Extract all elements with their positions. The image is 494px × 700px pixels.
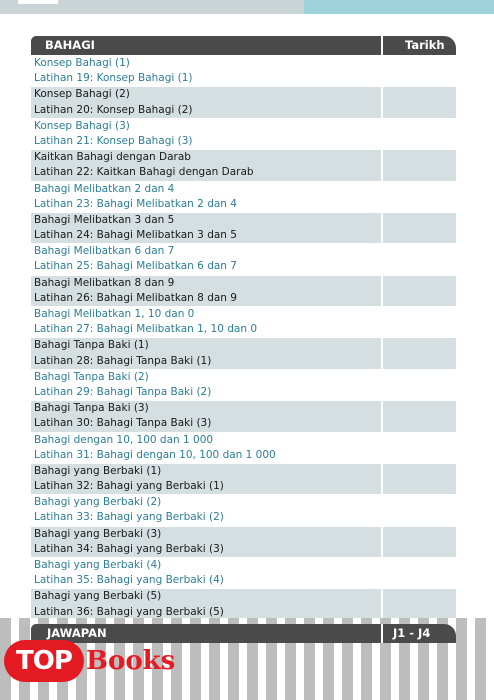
table-row — [31, 103, 456, 119]
table-row — [31, 354, 456, 370]
topic-cell: Latihan 20: Konsep Bahagi (2) — [31, 103, 381, 118]
topic-cell: Kaitkan Bahagi dengan Darab — [31, 150, 381, 165]
date-cell — [383, 291, 456, 306]
date-cell — [383, 197, 456, 212]
topic-cell: Latihan 21: Konsep Bahagi (3) — [31, 134, 381, 149]
date-cell — [383, 134, 456, 149]
date-cell — [383, 558, 456, 573]
table-row — [31, 558, 456, 573]
table-row — [31, 527, 456, 542]
topic-cell: Bahagi Melibatkan 1, 10 dan 0 — [31, 307, 381, 322]
date-cell — [383, 213, 456, 228]
topic-cell: Latihan 34: Bahagi yang Berbaki (3) — [31, 542, 381, 557]
date-cell — [383, 165, 456, 180]
date-cell — [383, 385, 456, 400]
date-cell — [383, 228, 456, 243]
topic-cell: Latihan 29: Bahagi Tanpa Baki (2) — [31, 385, 381, 400]
date-cell — [383, 87, 456, 102]
table-header — [31, 36, 456, 55]
date-cell — [383, 307, 456, 322]
topic-cell: Bahagi Melibatkan 3 dan 5 — [31, 213, 381, 228]
table-row — [31, 197, 456, 213]
date-cell — [383, 401, 456, 416]
topic-cell: Latihan 26: Bahagi Melibatkan 8 dan 9 — [31, 291, 381, 306]
topic-cell: Latihan 25: Bahagi Melibatkan 6 dan 7 — [31, 259, 381, 274]
date-cell — [383, 433, 456, 448]
date-cell — [383, 119, 456, 134]
table-row — [31, 150, 456, 165]
topic-cell: Bahagi yang Berbaki (4) — [31, 558, 381, 573]
date-column-header: Tarikh — [405, 38, 445, 52]
table-row — [31, 244, 456, 259]
table-row — [31, 259, 456, 275]
topic-cell: Latihan 28: Bahagi Tanpa Baki (1) — [31, 354, 381, 369]
table-row — [31, 448, 456, 464]
topic-cell: Bahagi yang Berbaki (3) — [31, 527, 381, 542]
table-row — [31, 495, 456, 510]
table-row — [31, 370, 456, 385]
date-cell — [383, 354, 456, 369]
answers-label: JAWAPAN — [47, 626, 107, 640]
topic-cell: Konsep Bahagi (2) — [31, 87, 381, 102]
topic-cell: Latihan 30: Bahagi Tanpa Baki (3) — [31, 416, 381, 431]
table-row — [31, 165, 456, 181]
table-row — [31, 276, 456, 291]
table-row — [31, 433, 456, 448]
topic-cell: Bahagi Tanpa Baki (3) — [31, 401, 381, 416]
date-cell — [383, 495, 456, 510]
date-cell — [383, 103, 456, 118]
table-row — [31, 542, 456, 558]
topic-cell: Bahagi yang Berbaki (1) — [31, 464, 381, 479]
table-row — [31, 401, 456, 416]
logo-top-badge: TOP — [4, 640, 84, 682]
section-title: BAHAGI — [45, 38, 95, 52]
topic-cell: Bahagi yang Berbaki (5) — [31, 589, 381, 604]
topic-cell: Bahagi yang Berbaki (2) — [31, 495, 381, 510]
table-row — [31, 322, 456, 338]
date-cell — [383, 448, 456, 463]
date-cell — [383, 464, 456, 479]
answers-bar — [31, 624, 456, 643]
table-row — [31, 416, 456, 432]
topic-cell: Bahagi Tanpa Baki (2) — [31, 370, 381, 385]
date-cell — [383, 589, 456, 604]
date-cell — [383, 510, 456, 525]
date-cell — [383, 416, 456, 431]
date-cell — [383, 542, 456, 557]
topic-cell: Latihan 19: Konsep Bahagi (1) — [31, 71, 381, 86]
topic-cell: Latihan 23: Bahagi Melibatkan 2 dan 4 — [31, 197, 381, 212]
table-row — [31, 291, 456, 307]
topic-cell: Bahagi Melibatkan 2 dan 4 — [31, 182, 381, 197]
table-row — [31, 385, 456, 401]
table-row — [31, 573, 456, 589]
topic-cell: Latihan 27: Bahagi Melibatkan 1, 10 dan 0 — [31, 322, 381, 337]
top-teal-strip — [304, 0, 494, 14]
logo-books-text: Books — [86, 646, 176, 676]
topic-cell: Latihan 24: Bahagi Melibatkan 3 dan 5 — [31, 228, 381, 243]
topic-cell: Bahagi Melibatkan 6 dan 7 — [31, 244, 381, 259]
table-row — [31, 213, 456, 228]
table-row — [31, 119, 456, 134]
table-row — [31, 464, 456, 479]
table-row — [31, 307, 456, 322]
topic-cell: Latihan 32: Bahagi yang Berbaki (1) — [31, 479, 381, 494]
date-cell — [383, 244, 456, 259]
date-cell — [383, 276, 456, 291]
topic-cell: Bahagi dengan 10, 100 dan 1 000 — [31, 433, 381, 448]
table-row — [31, 589, 456, 604]
top-decoration-band — [0, 0, 494, 14]
table-row — [31, 338, 456, 353]
topic-cell: Bahagi Tanpa Baki (1) — [31, 338, 381, 353]
date-cell — [383, 338, 456, 353]
table-row — [31, 182, 456, 197]
answers-pages: J1 - J4 — [393, 626, 431, 640]
table-row — [31, 134, 456, 150]
date-cell — [383, 150, 456, 165]
date-cell — [383, 370, 456, 385]
date-cell — [383, 527, 456, 542]
topic-cell: Latihan 36: Bahagi yang Berbaki (5) — [31, 605, 381, 620]
topic-cell: Latihan 22: Kaitkan Bahagi dengan Darab — [31, 165, 381, 180]
date-cell — [383, 479, 456, 494]
table-row — [31, 228, 456, 244]
topic-cell: Latihan 35: Bahagi yang Berbaki (4) — [31, 573, 381, 588]
topic-cell: Bahagi Melibatkan 8 dan 9 — [31, 276, 381, 291]
table-row — [31, 479, 456, 495]
table-row — [31, 71, 456, 87]
top-white-strip — [18, 0, 58, 4]
topic-cell: Latihan 33: Bahagi yang Berbaki (2) — [31, 510, 381, 525]
date-cell — [383, 259, 456, 274]
topic-cell: Konsep Bahagi (3) — [31, 119, 381, 134]
table-row — [31, 510, 456, 526]
table-row — [31, 87, 456, 102]
topic-cell: Konsep Bahagi (1) — [31, 56, 381, 71]
date-cell — [383, 56, 456, 71]
date-cell — [383, 573, 456, 588]
date-cell — [383, 71, 456, 86]
contents-table — [31, 56, 456, 621]
topic-cell: Latihan 31: Bahagi dengan 10, 100 dan 1 000 — [31, 448, 381, 463]
date-cell — [383, 322, 456, 337]
table-row — [31, 56, 456, 71]
date-cell — [383, 182, 456, 197]
